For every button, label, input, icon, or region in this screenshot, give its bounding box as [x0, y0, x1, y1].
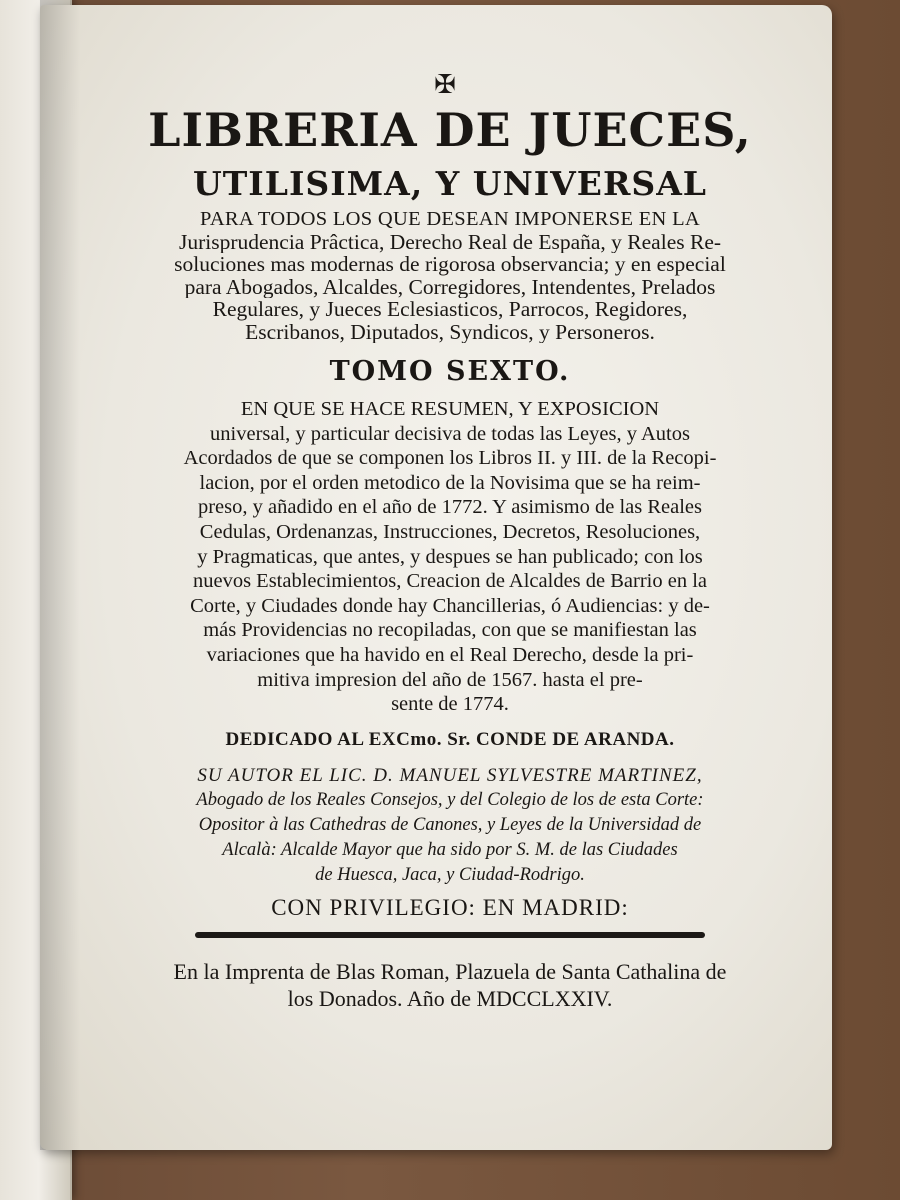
description-line: Escribanos, Diputados, Syndicos, y Personeros.	[245, 320, 655, 343]
author-block	[70, 763, 830, 888]
subtitle: UTILISIMA, Y UNIVERSAL	[192, 164, 708, 203]
title-page-text	[70, 70, 830, 1012]
dedication: DEDICADO AL EXCmo. Sr. CONDE DE ARANDA.	[225, 728, 675, 750]
horizontal-rule	[195, 932, 705, 938]
author-line: Alcalà: Alcalde Mayor que ha sido por S. M. de las Ciudades	[222, 839, 678, 860]
author-line: de Huesca, Jaca, y Ciudad-Rodrigo.	[315, 864, 585, 885]
summary-line: sente de 1774.	[391, 693, 509, 716]
author-line: Abogado de los Reales Consejos, y del Colegio de los de esta Corte:	[196, 789, 704, 810]
summary-block	[70, 397, 830, 717]
summary-line: EN QUE SE HACE RESUMEN, Y EXPOSICION	[240, 398, 660, 420]
summary-line: nuevos Establecimientos, Creacion de Alcaldes de Barrio en la	[192, 570, 708, 593]
summary-line: Acordados de que se componen los Libros II. y III. de la Recopi-	[183, 447, 717, 470]
summary-line: variaciones que ha havido en el Real Derecho, desde la pri-	[206, 643, 694, 666]
privilege-line: CON PRIVILEGIO: EN MADRID:	[271, 894, 629, 920]
imprint-line: los Donados. Año de MDCCLXXIV.	[287, 985, 613, 1011]
imprint-block	[70, 958, 830, 1012]
summary-line: Corte, y Ciudades donde hay Chancillerias, ó Audiencias: y de-	[190, 594, 710, 617]
description-line: para Abogados, Alcaldes, Corregidores, Intendentes, Prelados	[184, 275, 716, 298]
description-line: soluciones mas modernas de rigorosa observancia; y en especial	[174, 253, 726, 276]
summary-line: Cedulas, Ordenanzas, Instrucciones, Decretos, Resoluciones,	[199, 520, 701, 543]
cross-ornament-icon: ✠	[434, 70, 456, 100]
author-line: SU AUTOR EL LIC. D. MANUEL SYLVESTRE MARTINEZ,	[197, 764, 703, 786]
volume-heading: TOMO SEXTO.	[329, 356, 571, 387]
description-line: Regulares, y Jueces Eclesiasticos, Parrocos, Regidores,	[212, 298, 688, 321]
imprint-line: En la Imprenta de Blas Roman, Plazuela de Santa Cathalina de	[173, 958, 727, 984]
summary-line: mitiva impresion del año de 1567. hasta el pre-	[257, 668, 643, 691]
description-line: Jurisprudencia Prâctica, Derecho Real de España, y Reales Re-	[178, 230, 722, 253]
summary-line: preso, y añadido en el año de 1772. Y asimismo de las Reales	[197, 496, 703, 519]
main-title: LIBRERIA DE JUECES,	[148, 103, 752, 157]
summary-line: universal, y particular decisiva de todas las Leyes, y Autos	[210, 422, 690, 445]
summary-line: más Providencias no recopiladas, con que se manifiestan las	[203, 619, 697, 642]
author-line: Opositor à las Cathedras de Canones, y Leyes de la Universidad de	[198, 814, 702, 835]
summary-line: y Pragmaticas, que antes, y despues se han publicado; con los	[197, 545, 703, 568]
description-line: PARA TODOS LOS QUE DESEAN IMPONERSE EN LA	[200, 208, 700, 230]
summary-line: lacion, por el orden metodico de la Novisima que se ha reim-	[199, 471, 701, 494]
description-block	[70, 208, 830, 343]
